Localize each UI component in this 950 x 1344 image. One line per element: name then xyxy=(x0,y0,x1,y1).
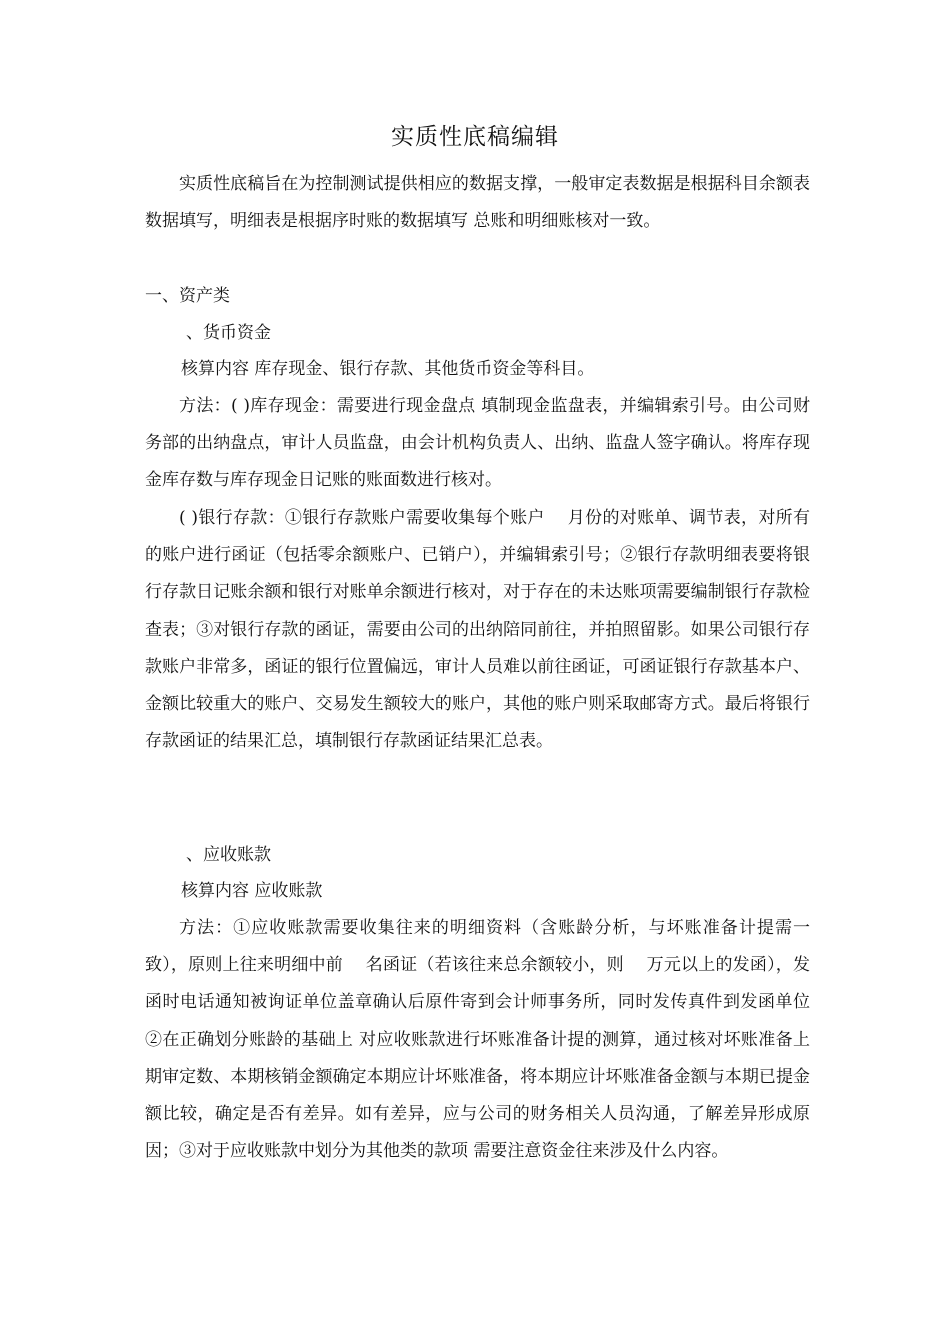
bank-method-paragraph: ( )银行存款：①银行存款账户需要收集每个账户 月份的对账单、调节表，对所有的账户进行函证（包括零余额账户、已销户），并编辑索引号；②银行存款明细表要将银行存款日记账余额和银行对账单余额进行核对，对于存在的未达账项需要编制银行存款检查表；③对银行存款的函证，需要由公司的出纳陪同前往，并拍照留影。如果公司银行存款账户非常多，函证的银行位置偏远，审计人员难以前往函证，可函证银行存款基本户、金额比较重大的账户、交易发生额较大的账户，其他的账户则采取邮寄方式。最后将银行存款函证的结果汇总，填制银行存款函证结果汇总表。 xyxy=(145,508,810,752)
cash-funds-content: 核算内容 库存现金、银行存款、其他货币资金等科目。 xyxy=(181,359,595,379)
subsection-heading-receivables: 、应收账款 xyxy=(186,845,271,865)
subsection-heading-cash-funds: 、货币资金 xyxy=(186,323,271,343)
section-heading-assets: 一、资产类 xyxy=(145,286,230,306)
cash-method-paragraph: 方法：( )库存现金：需要进行现金盘点 填制现金监盘表，并编辑索引号。由公司财务部的出纳盘点，审计人员监盘，由会计机构负责人、出纳、监盘人签字确认。将库存现金库存数与库存现金日记账的账面数进行核对。 xyxy=(145,396,810,491)
intro-paragraph: 实质性底稿旨在为控制测试提供相应的数据支撑，一般审定表数据是根据科目余额表数据填写，明细表是根据序时账的数据填写 总账和明细账核对一致。 xyxy=(145,174,810,232)
receivables-method-paragraph: 方法：①应收账款需要收集往来的明细资料（含账龄分析，与坏账准备计提需一致），原则上往来明细中前 名函证（若该往来总余额较小，则 万元以上的发函），发函时电话通知被询证单位盖章确认后原件寄到会计师事务所，同时发传真件到发函单位 ②在正确划分账龄的基础上 对应收账款进行坏账准备计提的测算，通过核对坏账准备上期审定数、本期核销金额确定本期应计坏账准备，将本期应计坏账准备金额与本期已提金额比较，确定是否有差异。如有差异，应与公司的财务相关人员沟通，了解差异形成原因；③对于应收账款中划分为其他类的款项 需要注意资金往来涉及什么内容。 xyxy=(145,918,810,1162)
receivables-content: 核算内容 应收账款 xyxy=(181,881,323,901)
document-title: 实质性底稿编辑 xyxy=(391,124,559,150)
